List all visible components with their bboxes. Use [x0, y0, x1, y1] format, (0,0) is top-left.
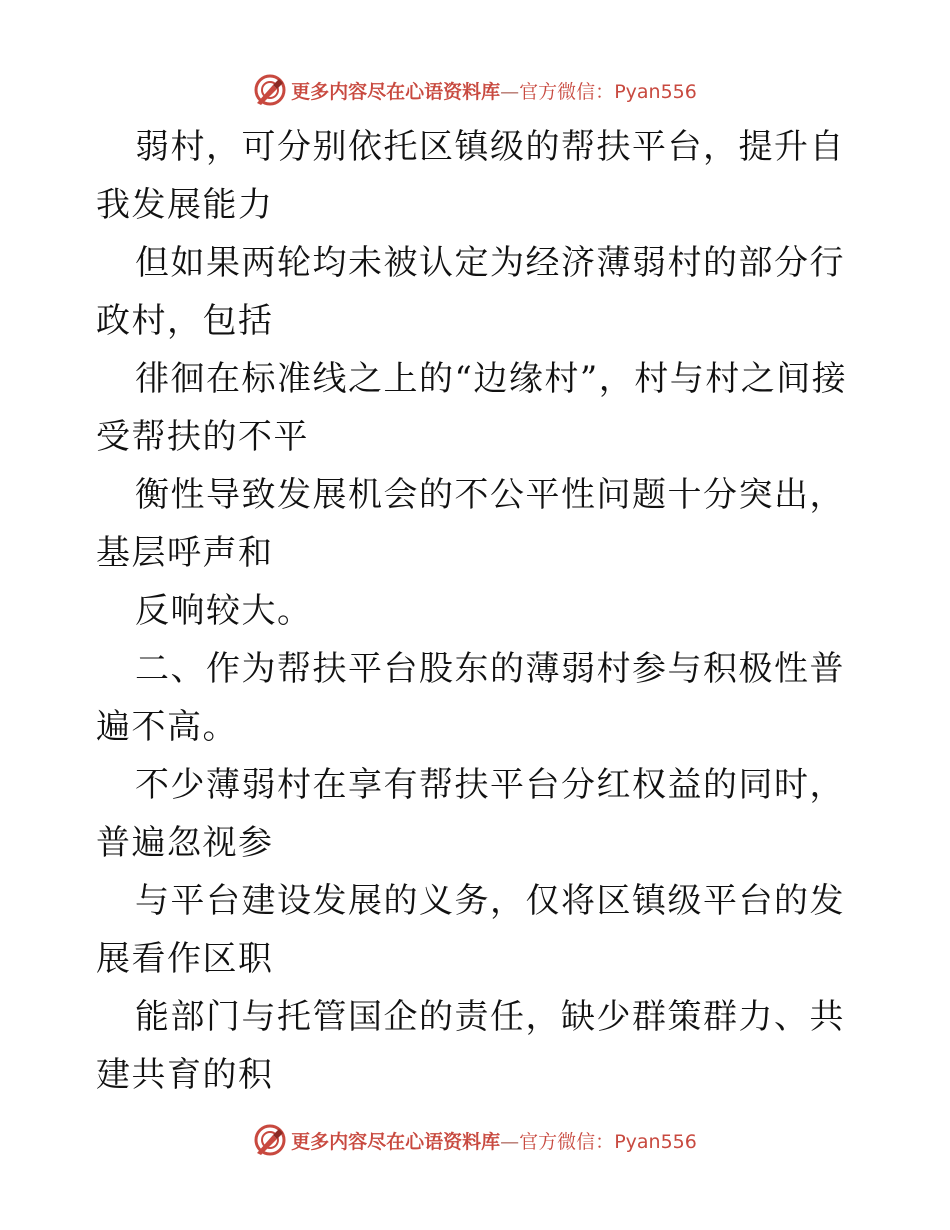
paragraph-9: 能部门与托管国企的责任，缺少群策群力、共建共育的积	[96, 997, 845, 1095]
paragraph-2: 但如果两轮均未被认定为经济薄弱村的部分行政村，包括	[96, 243, 845, 341]
footer-banner-wechat-label: 官方微信：	[519, 1130, 615, 1153]
footer-banner-separator: —	[500, 1130, 520, 1153]
header-banner-wechat-label: 官方微信：	[519, 80, 615, 103]
header-banner-title: 更多内容尽在心语资料库	[291, 80, 501, 103]
paragraph-4: 衡性导致发展机会的不公平性问题十分突出，基层呼声和	[96, 475, 845, 573]
footer-banner-title: 更多内容尽在心语资料库	[291, 1130, 501, 1153]
paragraph-5: 反响较大。	[135, 591, 313, 631]
pen-logo-icon	[253, 73, 287, 107]
paragraph-7: 不少薄弱村在享有帮扶平台分红权益的同时，普遍忽视参	[96, 765, 845, 863]
document-body	[96, 118, 856, 1104]
paragraph-6: 二、作为帮扶平台股东的薄弱村参与积极性普遍不高。	[96, 649, 845, 747]
paragraph-1: 弱村，可分别依托区镇级的帮扶平台，提升自我发展能力	[96, 127, 845, 225]
header-banner-separator: —	[500, 80, 520, 103]
header-banner	[0, 70, 950, 110]
footer-banner-text	[291, 1127, 697, 1154]
paragraph-8: 与平台建设发展的义务，仅将区镇级平台的发展看作区职	[96, 881, 845, 979]
header-banner-wechat-id: Pyan556	[614, 80, 697, 103]
footer-banner-wechat-id: Pyan556	[614, 1130, 697, 1153]
header-banner-text	[291, 77, 697, 104]
paragraph-3: 徘徊在标准线之上的“边缘村”，村与村之间接受帮扶的不平	[96, 359, 848, 457]
pen-logo-icon	[253, 1123, 287, 1157]
footer-banner	[0, 1120, 950, 1160]
